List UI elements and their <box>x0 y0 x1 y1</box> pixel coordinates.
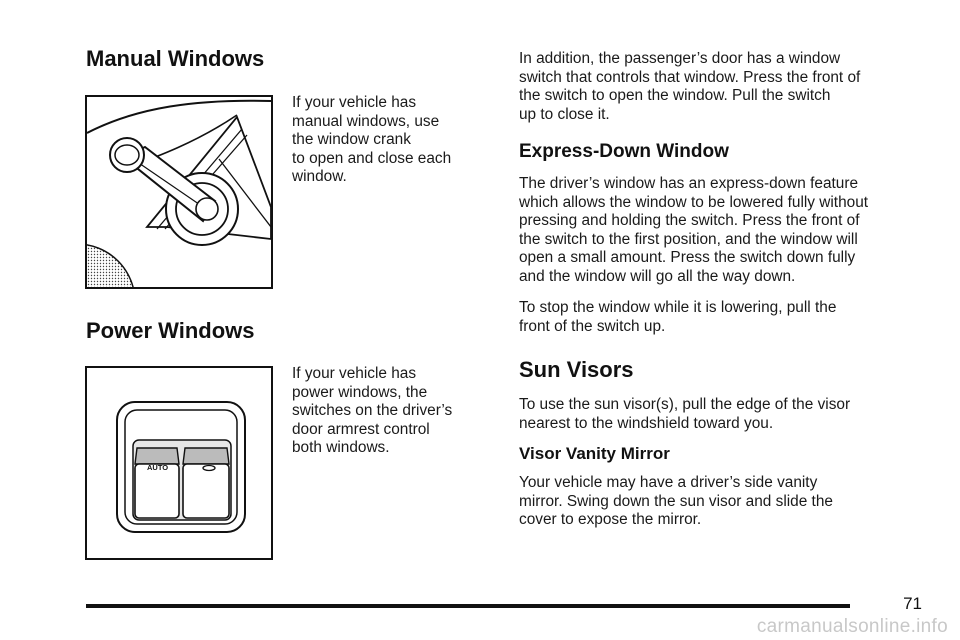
power-windows-heading: Power Windows <box>86 318 255 343</box>
visor-vanity-mirror-text: Your vehicle may have a driver’s side vanity mirror. Swing down the sun visor and slide the cover to expose the mirror. <box>519 474 833 528</box>
footer-rule <box>86 604 850 608</box>
passenger-switch-text: In addition, the passenger’s door has a window switch that controls that window. Press the front of the switch to open the window. Pull the switch up to close it. <box>519 50 861 123</box>
watermark: carmanualsonline.info <box>756 616 948 637</box>
window-crank-illustration <box>85 95 273 289</box>
sun-visors-text: To use the sun visor(s), pull the edge of the visor nearest to the windshield toward you. <box>519 396 851 432</box>
express-down-stop-text: To stop the window while it is lowering, pull the front of the switch up. <box>519 299 837 335</box>
power-windows-text: If your vehicle has power windows, the switches on the driver’s door armrest control both windows. <box>292 365 453 456</box>
express-down-text: The driver’s window has an express-down feature which allows the window to be lowered fully without pressing and holding the switch. Press the front of the switch to the first position, and the window will open a small amount. Press the switch down fully and the window will go all the way down. <box>519 175 869 285</box>
power-window-switch-illustration <box>85 366 273 560</box>
page-number: 71 <box>903 594 922 613</box>
manual-windows-heading: Manual Windows <box>86 46 265 71</box>
manual-windows-text: If your vehicle has manual windows, use the window crank to open and close each window. <box>292 94 452 185</box>
sun-visors-heading: Sun Visors <box>519 357 634 382</box>
express-down-heading: Express-Down Window <box>519 141 729 162</box>
visor-vanity-mirror-heading: Visor Vanity Mirror <box>519 444 670 463</box>
auto-label: AUTO <box>147 463 169 472</box>
